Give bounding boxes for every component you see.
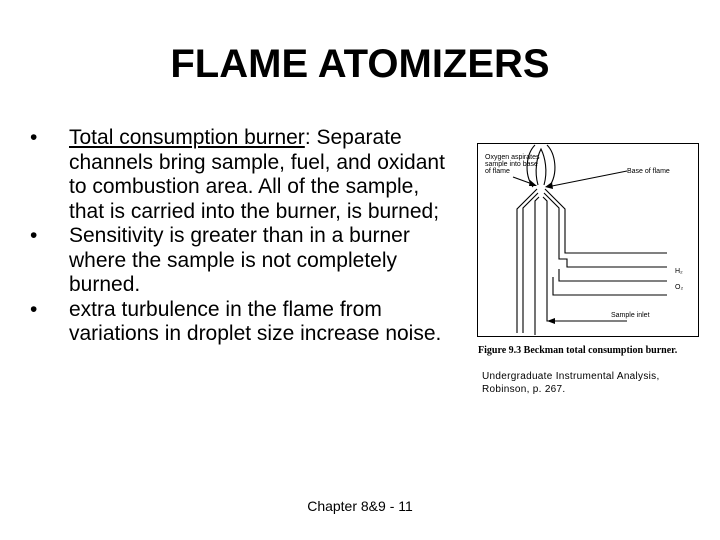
- bullet-item-turbulence: [30, 298, 445, 347]
- figure-caption: [478, 345, 677, 356]
- bullet-underlined-term: Total consumption burner: [69, 126, 305, 149]
- slide-title: FLAME ATOMIZERS: [170, 42, 550, 86]
- bullet-item-total-consumption: [30, 126, 445, 224]
- source-line-2: Robinson, p. 267.: [482, 384, 566, 395]
- h2-label: H₂: [675, 268, 683, 275]
- oxygen-label-line3: of flame: [485, 168, 510, 175]
- bullet-marker: •: [30, 224, 38, 247]
- oxygen-label-line1: Oxygen aspirates: [485, 154, 540, 161]
- burner-diagram: [477, 143, 699, 343]
- bullet-list: [30, 126, 445, 347]
- oxygen-label-line2: sample into base: [485, 161, 538, 168]
- bullet-marker: •: [30, 126, 38, 149]
- sample-inlet-label: Sample inlet: [611, 312, 650, 319]
- bullet-text: Sensitivity is greater than in a burner where the sample is not completely burned.: [69, 224, 410, 296]
- bullet-text: : Separate channels bring sample, fuel, and oxidant to combustion area. All of the sample, that is carried into the burner, is burned;: [69, 126, 445, 223]
- slide-footer: Chapter 8&9 - 11: [307, 498, 413, 514]
- bullet-text: extra turbulence in the flame from variations in droplet size increase noise.: [69, 297, 442, 345]
- source-line-1: Undergraduate Instrumental Analysis,: [482, 371, 660, 382]
- burner-diagram-figure: [477, 143, 699, 355]
- figure-caption-text: Beckman total consumption burner.: [523, 345, 678, 356]
- base-of-flame-label: Base of flame: [627, 168, 670, 175]
- bullet-item-sensitivity: [30, 224, 445, 298]
- o2-label: O₂: [675, 284, 684, 291]
- figure-source-citation: [482, 370, 707, 396]
- figure-caption-number: Figure 9.3: [478, 345, 522, 356]
- bullet-marker: •: [30, 297, 38, 321]
